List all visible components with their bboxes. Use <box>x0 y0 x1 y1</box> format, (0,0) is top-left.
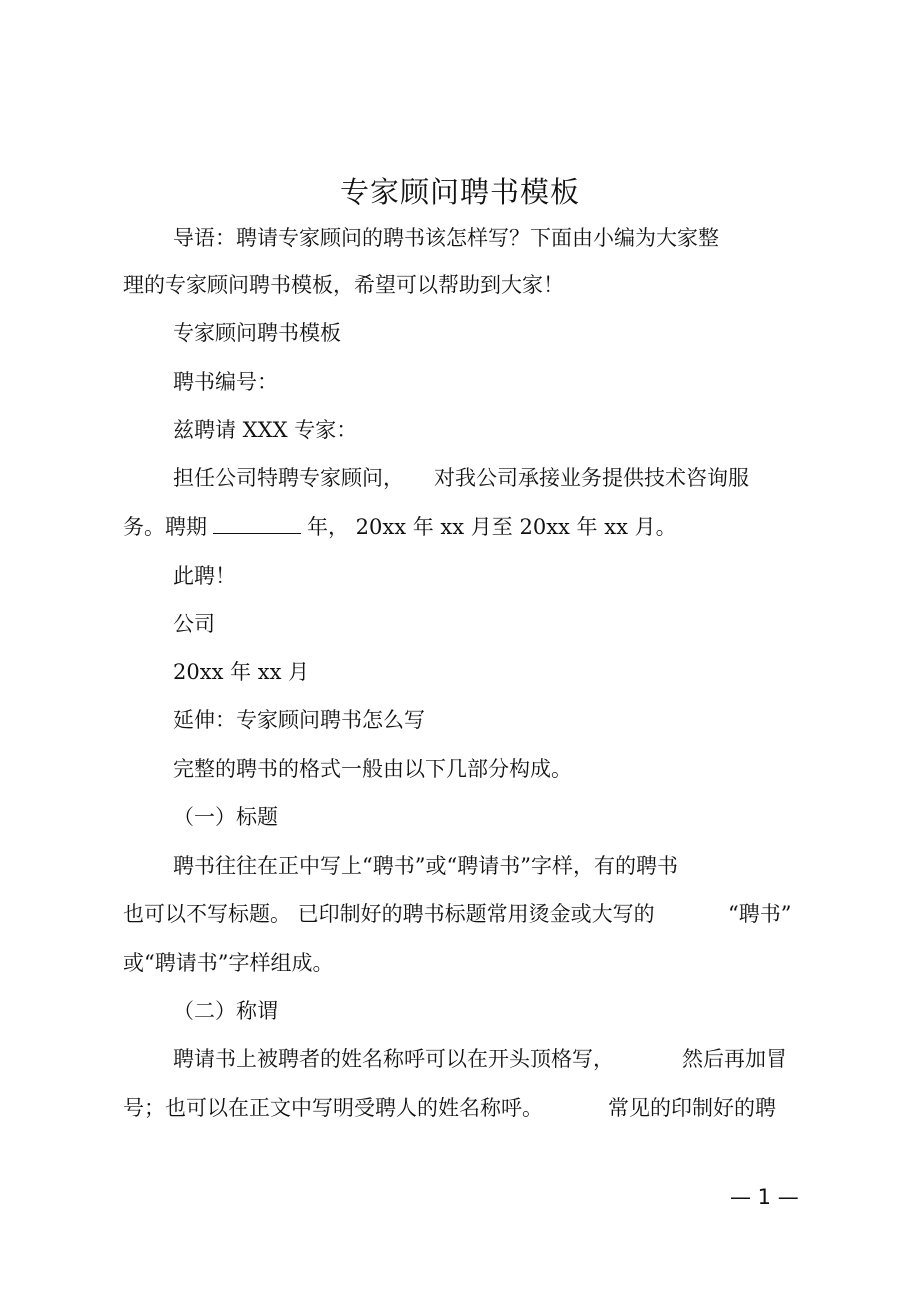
section-1-line-1: 聘书往往在正中写上“聘书”或“聘请书”字样，有的聘书 <box>173 854 678 878</box>
cert-number-label: 聘书编号： <box>173 370 278 394</box>
subtitle: 专家顾问聘书模板 <box>173 321 341 345</box>
section-2-line-1a: 聘请书上被聘者的姓名称呼可以在开头顶格写， <box>173 1047 614 1071</box>
body-line-2b: 年， 20xx 年 xx 月至 20xx 年 xx 月。 <box>307 515 677 539</box>
extension-heading: 延伸：专家顾问聘书怎么写 <box>173 708 425 732</box>
page-number: — 1 — <box>730 1185 799 1209</box>
format-intro: 完整的聘书的格式一般由以下几部分构成。 <box>173 757 572 781</box>
body-line-2 <box>123 512 677 542</box>
intro-line-1: 导语：聘请专家顾问的聘书该怎样写？下面由小编为大家整 <box>173 226 719 250</box>
body-line-2a: 务。聘期 <box>123 515 207 539</box>
term-blank-field <box>213 513 301 534</box>
company: 公司 <box>173 612 215 636</box>
section-2-line-2b: 常见的印制好的聘 <box>608 1096 776 1120</box>
intro-line-2: 理的专家顾问聘书模板，希望可以帮助到大家！ <box>123 273 564 297</box>
section-2-heading: （二）称谓 <box>173 999 278 1023</box>
salutation: 兹聘请 XXX 专家： <box>173 418 358 442</box>
date: 20xx 年 xx 月 <box>173 660 310 684</box>
closing: 此聘！ <box>173 564 236 588</box>
body-line-1b: 对我公司承接业务提供技术咨询服 <box>434 466 749 490</box>
section-2-line-2a: 号；也可以在正文中写明受聘人的姓名称呼。 <box>123 1096 543 1120</box>
body-line-1a: 担任公司特聘专家顾问， <box>173 466 404 490</box>
section-2-line-1b: 然后再加冒 <box>682 1047 787 1071</box>
section-1-line-2b: “聘书” <box>728 902 792 926</box>
document-title: 专家顾问聘书模板 <box>339 175 580 209</box>
section-1-line-2a: 也可以不写标题。 已印制好的聘书标题常用烫金或大写的 <box>123 902 655 926</box>
section-1-heading: （一）标题 <box>173 805 278 829</box>
section-1-line-3: 或“聘请书”字样组成。 <box>123 951 334 975</box>
